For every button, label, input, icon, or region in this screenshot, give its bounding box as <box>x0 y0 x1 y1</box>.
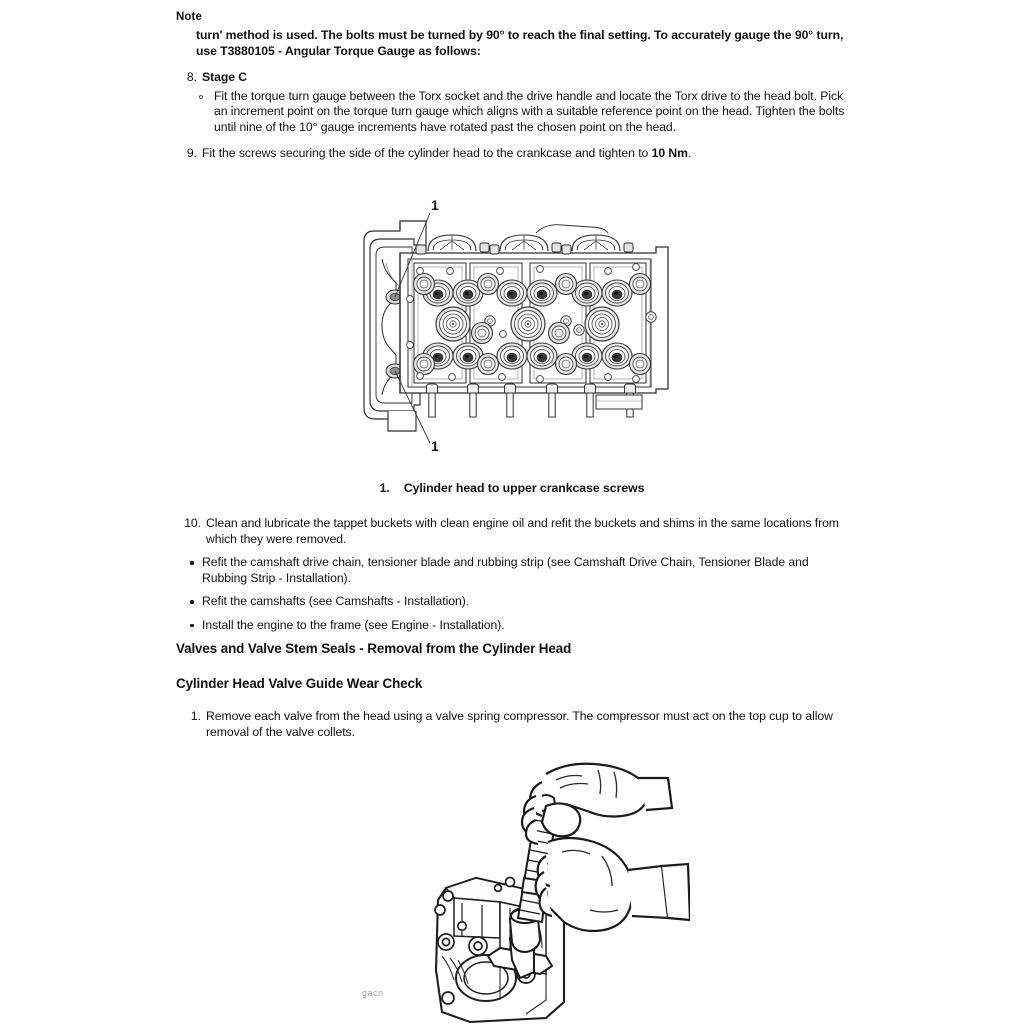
final-step-1-text: Remove each valve from the head using a valve spring compressor. The compressor must act on the top cup to allow removal of the valve collets. <box>206 709 833 739</box>
callout-1-top: 1 <box>431 197 439 213</box>
note-body: turn' method is used. The bolts must be turned by 90° to reach the final setting. To accurately gauge the 90° turn, use T3880105 - Angular Torque Gauge as follows: <box>196 28 844 58</box>
bullet-dot-icon <box>190 600 194 604</box>
figure-watermark: gacn <box>362 988 384 998</box>
step-10-number: 10. <box>184 516 201 530</box>
step-10-text: Clean and lubricate the tappet buckets with clean engine oil and refit the buckets and shims in the same locations from which they were removed. <box>206 516 839 546</box>
step-10 <box>176 516 848 547</box>
figure-valve-spring-compressor <box>350 760 690 1024</box>
bullet-refit-drive-chain <box>176 555 848 586</box>
step-9 <box>176 146 848 162</box>
heading-valve-guide-wear-check: Cylinder Head Valve Guide Wear Check <box>176 676 423 691</box>
step-9-text-before: Fit the screws securing the side of the cylinder head to the crankcase and tighten to <box>202 146 652 160</box>
heading-valves-removal: Valves and Valve Stem Seals - Removal from the Cylinder Head <box>176 641 572 656</box>
figure-cylinder-head <box>340 193 676 458</box>
bullet-dot-icon <box>190 561 194 565</box>
bullet-dot-icon <box>190 624 194 628</box>
caption-number: 1. <box>379 481 390 495</box>
final-step-1 <box>176 709 848 740</box>
callout-1-bottom: 1 <box>431 438 439 454</box>
text-content-block-3 <box>176 709 848 740</box>
step-9-number: 9. <box>186 146 197 160</box>
substep-torque-turn-gauge <box>176 89 848 136</box>
caption-text: Cylinder head to upper crankcase screws <box>403 481 645 495</box>
circle-outline-bullet-icon <box>199 95 203 99</box>
text-content-block <box>176 10 848 162</box>
valve-spring-compressor-drawing <box>350 760 690 1024</box>
bullet-text: Refit the camshafts (see Camshafts - Installation). <box>202 594 470 608</box>
cylinder-head-drawing <box>340 193 676 458</box>
step-8 <box>176 70 848 86</box>
substep-text: Fit the torque turn gauge between the Torx socket and the drive handle and locate the Torx drive to the head bolt. Pick an increment point on the torque turn gauge which aligns with a suitable reference point on the head. Tighten the bolts until nine of the 10° gauge increments have rotated past the chosen point on the head. <box>214 88 845 134</box>
final-step-1-number: 1. <box>190 709 201 723</box>
step-9-torque-value: 10 Nm <box>651 146 688 160</box>
figure-cylinder-head-caption <box>176 481 848 495</box>
bullet-text: Refit the camshaft drive chain, tensioner blade and rubbing strip (see Camshaft Drive Chain, Tensioner Blade and Rubbing Strip - Installation). <box>202 555 809 585</box>
bullet-install-engine <box>176 618 848 634</box>
step-9-text <box>202 146 691 160</box>
step-9-text-after: . <box>687 146 692 160</box>
bullet-text: Install the engine to the frame (see Engine - Installation). <box>202 617 505 632</box>
note-label: Note <box>176 11 202 23</box>
bullet-refit-camshafts <box>176 594 848 610</box>
step-8-number: 8. <box>186 70 197 84</box>
text-content-block-2 <box>176 516 848 633</box>
step-8-text: Stage C <box>202 70 248 84</box>
